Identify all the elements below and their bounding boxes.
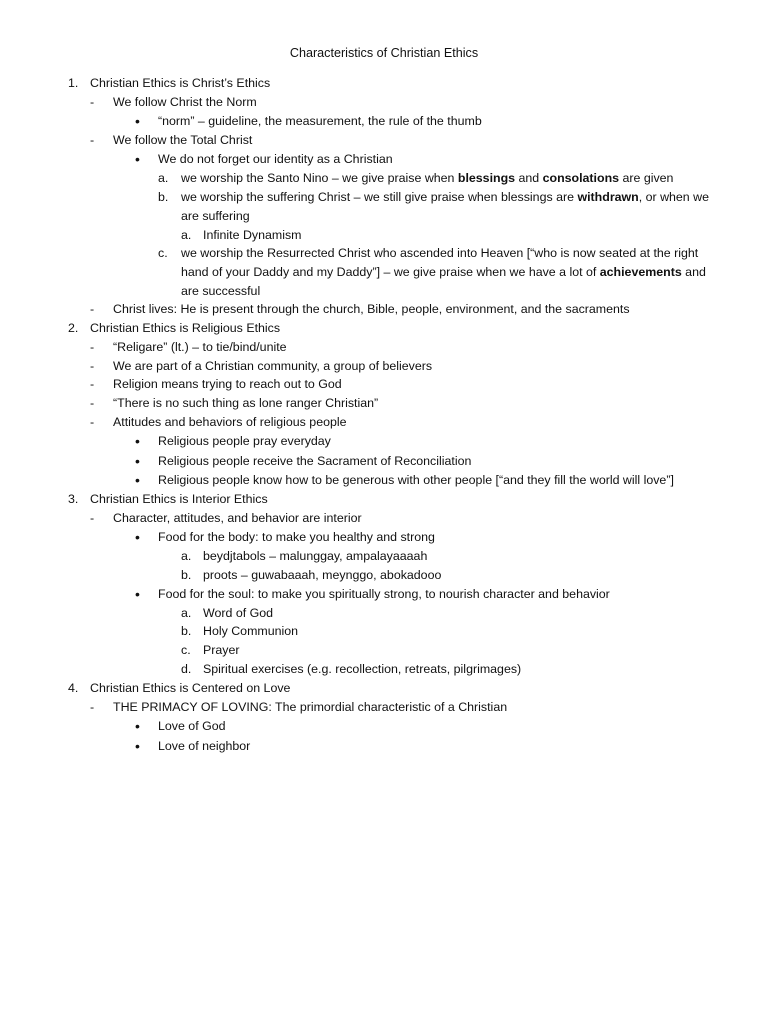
item-text: Infinite Dynamism <box>203 228 302 242</box>
item-text: We do not forget our identity as a Christian <box>158 152 393 166</box>
heading-text: Christian Ethics is Religious Ethics <box>90 321 281 335</box>
dash-marker: - <box>90 359 95 373</box>
list-number: 1. <box>68 76 79 90</box>
heading-text: Christian Ethics is Centered on Love <box>90 681 291 695</box>
item-text: beydjtabols – malunggay, ampalayaaaah <box>203 549 428 563</box>
item-text: Holy Communion <box>203 624 299 638</box>
bullet-marker: • <box>135 453 140 469</box>
item-text: Attitudes and behaviors of religious people <box>113 415 347 429</box>
dash-marker: - <box>90 302 95 316</box>
letter-marker: c. <box>158 246 168 260</box>
item-text: we worship the Santo Nino – we give praise when blessings and consolations are given <box>181 171 674 185</box>
bullet-marker: • <box>135 472 140 488</box>
item-text: Food for the body: to make you healthy and strong <box>158 530 435 544</box>
bullet-marker: • <box>135 113 140 129</box>
letter-marker: b. <box>181 568 192 582</box>
item-text: We are part of a Christian community, a group of believers <box>113 359 433 373</box>
letter-marker: b. <box>181 624 192 638</box>
letter-marker: a. <box>181 606 192 620</box>
document-title: Characteristics of Christian Ethics <box>289 46 479 60</box>
item-text: we worship the suffering Christ – we still give praise when blessings are withdrawn, or when we <box>181 190 709 204</box>
item-text: we worship the Resurrected Christ who ascended into Heaven [“who is now seated at the right <box>181 246 699 260</box>
item-text: Food for the soul: to make you spiritually strong, to nourish character and behavior <box>158 587 610 601</box>
item-text: Religious people receive the Sacrament of Reconciliation <box>158 454 472 468</box>
letter-marker: b. <box>158 190 169 204</box>
list-number: 3. <box>68 492 79 506</box>
dash-marker: - <box>90 340 95 354</box>
bullet-marker: • <box>135 718 140 734</box>
dash-marker: - <box>90 511 95 525</box>
item-text: Christ lives: He is present through the church, Bible, people, environment, and the sacraments <box>113 302 630 316</box>
item-text: Love of God <box>158 719 226 733</box>
item-text: Religious people know how to be generous with other people [“and they fill the world will love”] <box>158 473 674 487</box>
list-number: 2. <box>68 321 79 335</box>
item-text: Word of God <box>203 606 274 620</box>
letter-marker: a. <box>181 228 192 242</box>
dash-marker: - <box>90 95 95 109</box>
item-text: Religious people pray everyday <box>158 434 331 448</box>
item-text: Spiritual exercises (e.g. recollection, retreats, pilgrimages) <box>203 662 522 676</box>
dash-marker: - <box>90 415 95 429</box>
bullet-marker: • <box>135 738 140 754</box>
letter-marker: c. <box>181 643 191 657</box>
letter-marker: d. <box>181 662 192 676</box>
item-text: We follow Christ the Norm <box>113 95 257 109</box>
item-text: Religion means trying to reach out to God <box>113 377 342 391</box>
dash-marker: - <box>90 377 95 391</box>
item-text: “norm” – guideline, the measurement, the rule of the thumb <box>158 114 482 128</box>
list-number: 4. <box>68 681 79 695</box>
item-text: Love of neighbor <box>158 739 251 753</box>
item-text: THE PRIMACY OF LOVING: The primordial characteristic of a Christian <box>113 700 508 714</box>
dash-marker: - <box>90 133 95 147</box>
item-text: “There is no such thing as lone ranger Christian” <box>113 396 379 410</box>
bullet-marker: • <box>135 433 140 449</box>
item-continuation: are successful <box>181 284 261 298</box>
bullet-marker: • <box>135 151 140 167</box>
item-text: We follow the Total Christ <box>113 133 253 147</box>
heading-text: Christian Ethics is Interior Ethics <box>90 492 268 506</box>
dash-marker: - <box>90 700 95 714</box>
letter-marker: a. <box>181 549 192 563</box>
item-continuation: hand of your Daddy and my Daddy”] – we give praise when we have a lot of achievements and <box>181 265 706 279</box>
dash-marker: - <box>90 396 95 410</box>
item-text: proots – guwabaaah, meynggo, abokadooo <box>203 568 442 582</box>
item-continuation: are suffering <box>181 209 250 223</box>
item-text: Prayer <box>203 643 240 657</box>
bullet-marker: • <box>135 586 140 602</box>
letter-marker: a. <box>158 171 169 185</box>
item-text: Character, attitudes, and behavior are interior <box>113 511 362 525</box>
bullet-marker: • <box>135 529 140 545</box>
item-text: “Religare” (lt.) – to tie/bind/unite <box>113 340 287 354</box>
heading-text: Christian Ethics is Christ’s Ethics <box>90 76 271 90</box>
